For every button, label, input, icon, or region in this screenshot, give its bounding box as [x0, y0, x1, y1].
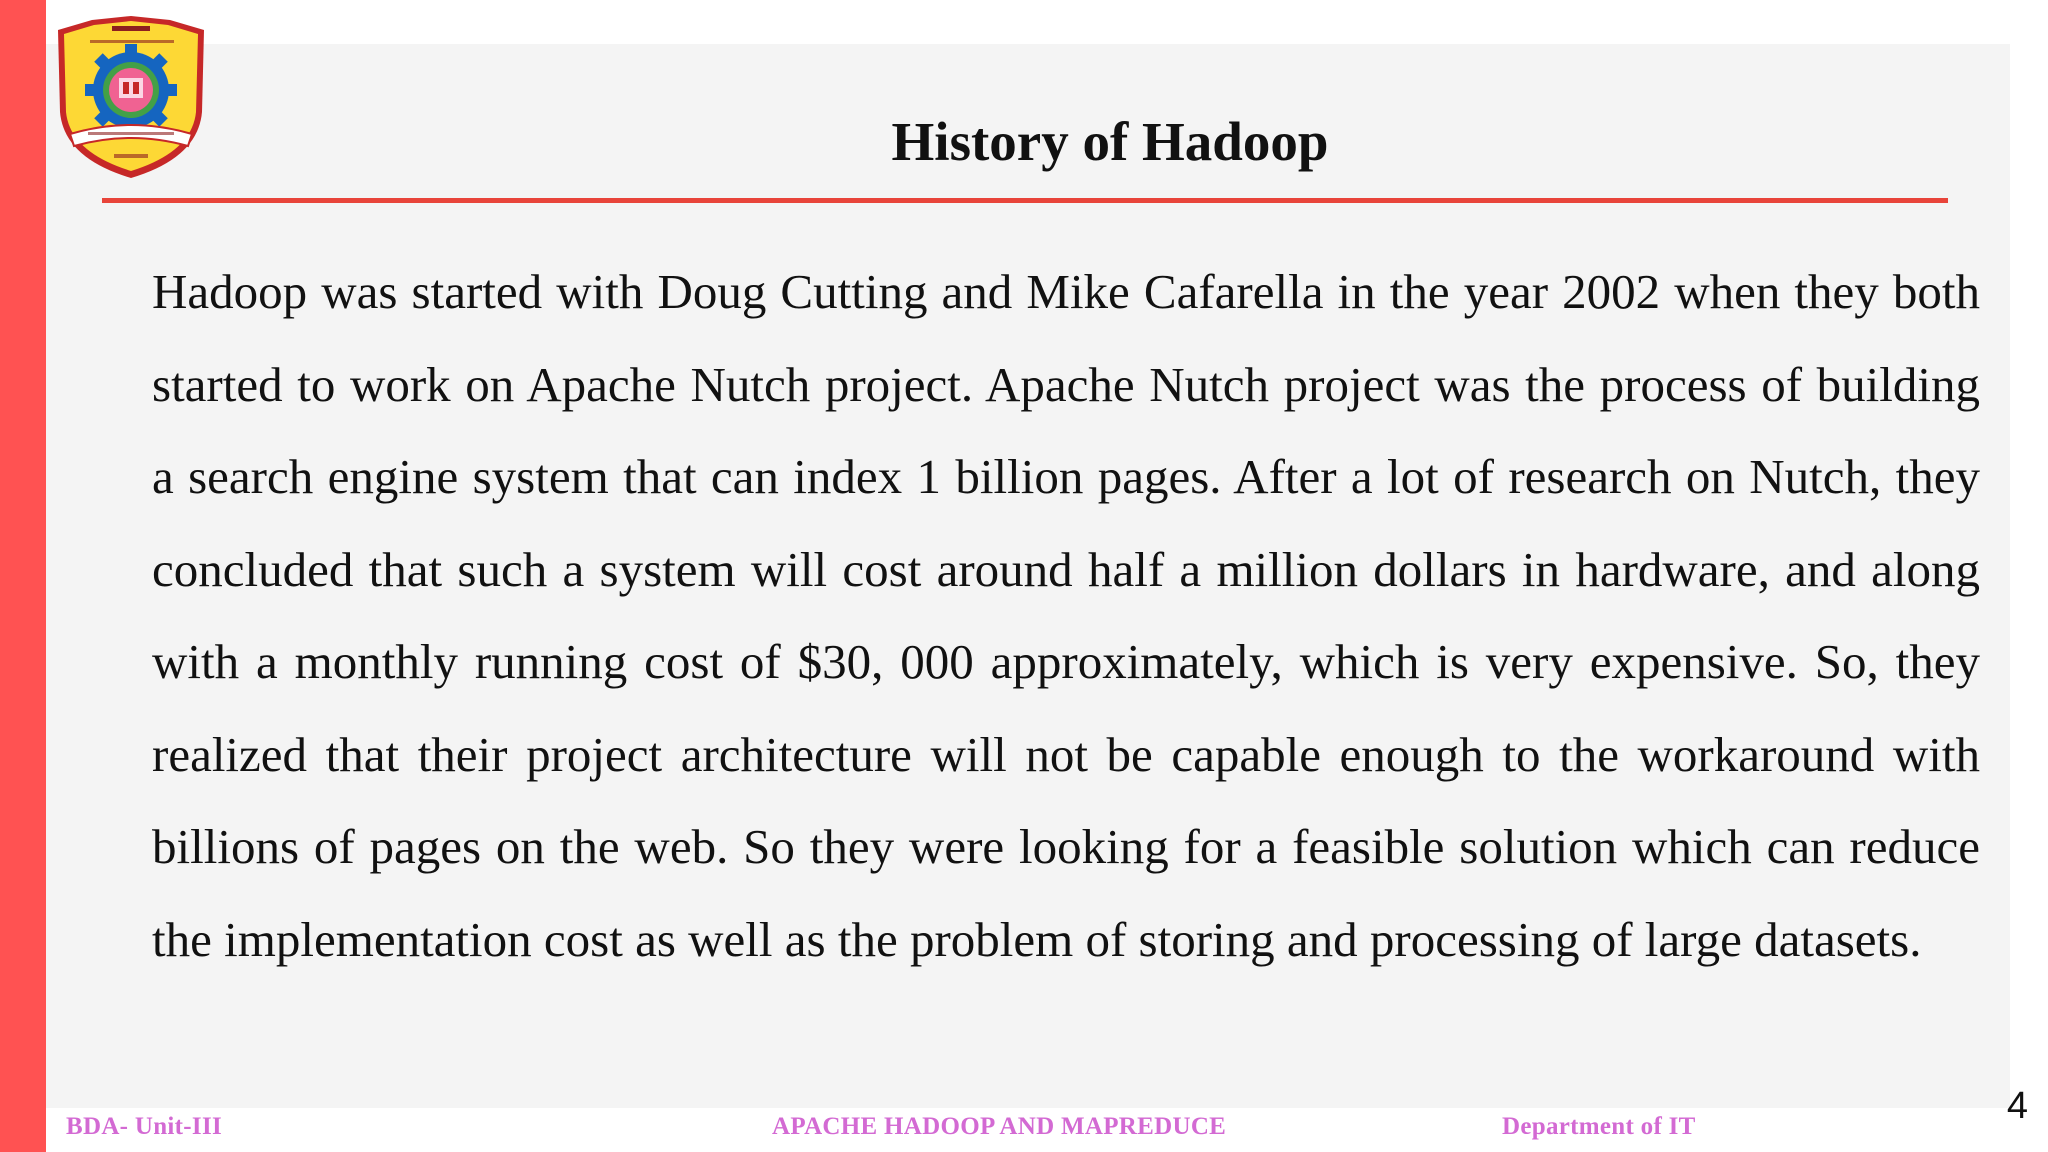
- body-paragraph: Hadoop was started with Doug Cutting and Mike Cafarella in the year 2002 when they both started to work on Apache Nutch project. Apache Nutch project was the process of building a search engine system that can index 1 billion pages. After a lot of research on Nutch, they concluded that such a system will cost around half a million dollars in hardware, and along with a monthly running cost of $30, 000 approximately, which is very expensive. So, they realized that their project architecture will not be capable enough to the workaround with billions of pages on the web. So they were looking for a feasible solution which can reduce the implementation cost as well as the problem of storing and processing of large datasets.: [152, 264, 1980, 967]
- college-crest-icon: [52, 16, 210, 182]
- footer-unit-label: BDA- Unit-III: [66, 1113, 222, 1140]
- page-number: 4: [2006, 1085, 2028, 1127]
- left-accent-bar: [0, 0, 46, 1152]
- footer-topic-label: APACHE HADOOP AND MAPREDUCE: [772, 1113, 1227, 1140]
- footer-department-label: Department of IT: [1502, 1113, 1696, 1140]
- title-underline: [102, 198, 1948, 203]
- slide-title: History of Hadoop: [891, 111, 1329, 172]
